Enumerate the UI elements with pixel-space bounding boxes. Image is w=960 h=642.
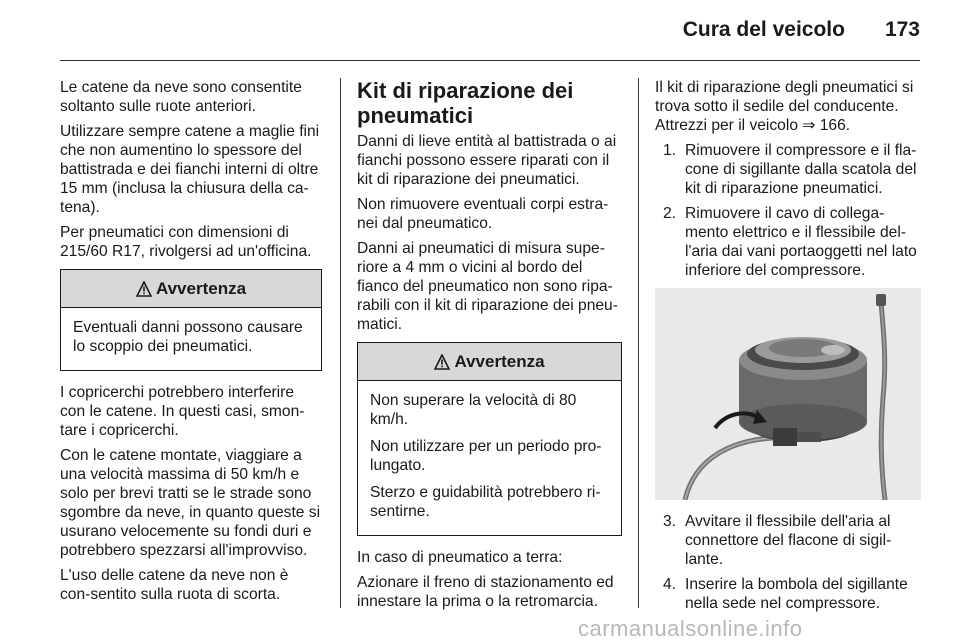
warning-box	[60, 269, 322, 371]
paragraph: Con le catene montate, viaggiare a una velocità massima di 50 km/h e solo per brevi tratti se le strade sono sgombre da neve, in quanto queste si usurano velocemente su fondi duri e potrebbero spezzarsi all'improvviso.	[60, 447, 321, 559]
steps-list	[655, 512, 921, 613]
compressor-illustration	[655, 288, 921, 500]
warning-title: Avvertenza	[454, 352, 545, 371]
paragraph: Danni di lieve entità al battistrada o ai fianchi possono essere riparati con il kit di riparazione dei pneumatici.	[357, 133, 617, 188]
warning-text: Sterzo e guidabilità potrebbero ri-sentirne.	[370, 484, 601, 520]
list-item: 3. Avvitare il flessibile dell'aria al connettore del flacone di sigil-lante.	[663, 513, 892, 568]
list-item: 2. Rimuovere il cavo di collega-mento elettrico e il flessibile del-l'aria dai vani portaoggetti nel lato inferiore del compressore.	[663, 205, 917, 279]
paragraph: Le catene da neve sono consentite soltanto sulle ruote anteriori.	[60, 79, 302, 115]
paragraph: In caso di pneumatico a terra:	[357, 549, 563, 566]
compressor-drawing	[655, 288, 921, 500]
warning-header	[61, 270, 321, 308]
page-number: 173	[884, 18, 920, 41]
paragraph: Per pneumatici con dimensioni di 215/60 R17, rivolgersi ad un'officina.	[60, 224, 312, 260]
list-item: 4. Inserire la bombola del sigillante nella sede nel compressore.	[663, 576, 908, 612]
paragraph: Danni ai pneumatici di misura supe-riore a 4 mm o vicini al bordo del fianco del pneumatico non sono ripa-rabili con il kit di riparazione dei pneu-matici.	[357, 240, 618, 333]
header-rule	[60, 60, 920, 61]
paragraph: Non rimuovere eventuali corpi estra-nei dal pneumatico.	[357, 196, 609, 232]
warning-header	[358, 343, 621, 381]
paragraph: L'uso delle catene da neve non è con-sentito sulla ruota di scorta.	[60, 567, 289, 603]
section-heading: Kit di riparazione dei pneumatici	[357, 78, 574, 128]
column-divider-2	[638, 78, 639, 608]
column-divider-1	[340, 78, 341, 608]
column-2	[357, 78, 622, 617]
warning-text: Non superare la velocità di 80 km/h.	[370, 392, 577, 428]
column-3	[655, 78, 921, 619]
warning-box	[357, 342, 622, 536]
page-header	[683, 18, 920, 42]
warning-title: Avvertenza	[155, 279, 247, 298]
paragraph: I copricerchi potrebbero interferire con le catene. In questi casi, smon-tare i copricerchi.	[60, 384, 305, 439]
list-item: 1. Rimuovere il compressore e il fla-cone di sigillante dalla scatola del kit di riparazione pneumatici.	[663, 142, 917, 197]
paragraph: Il kit di riparazione degli pneumatici si trova sotto il sedile del conducente. Attrezzi per il veicolo ⇒ 166.	[655, 79, 914, 134]
warning-triangle-icon	[434, 354, 450, 370]
paragraph: Azionare il freno di stazionamento ed innestare la prima o la retromarcia.	[357, 574, 614, 610]
column-1	[60, 78, 322, 610]
warning-text: Non utilizzare per un periodo pro-lungato.	[370, 438, 602, 474]
warning-text: Eventuali danni possono causare lo scoppio dei pneumatici.	[73, 319, 303, 355]
section-title: Cura del veicolo	[682, 18, 845, 41]
steps-list	[655, 141, 921, 280]
warning-triangle-icon	[136, 281, 152, 297]
paragraph: Utilizzare sempre catene a maglie fini che non aumentino lo spessore del battistrada e dei fianchi interni di oltre 15 mm (inclusa la chiusura della ca-tena).	[60, 123, 320, 216]
watermark: carmanualsonline.info	[578, 616, 803, 641]
